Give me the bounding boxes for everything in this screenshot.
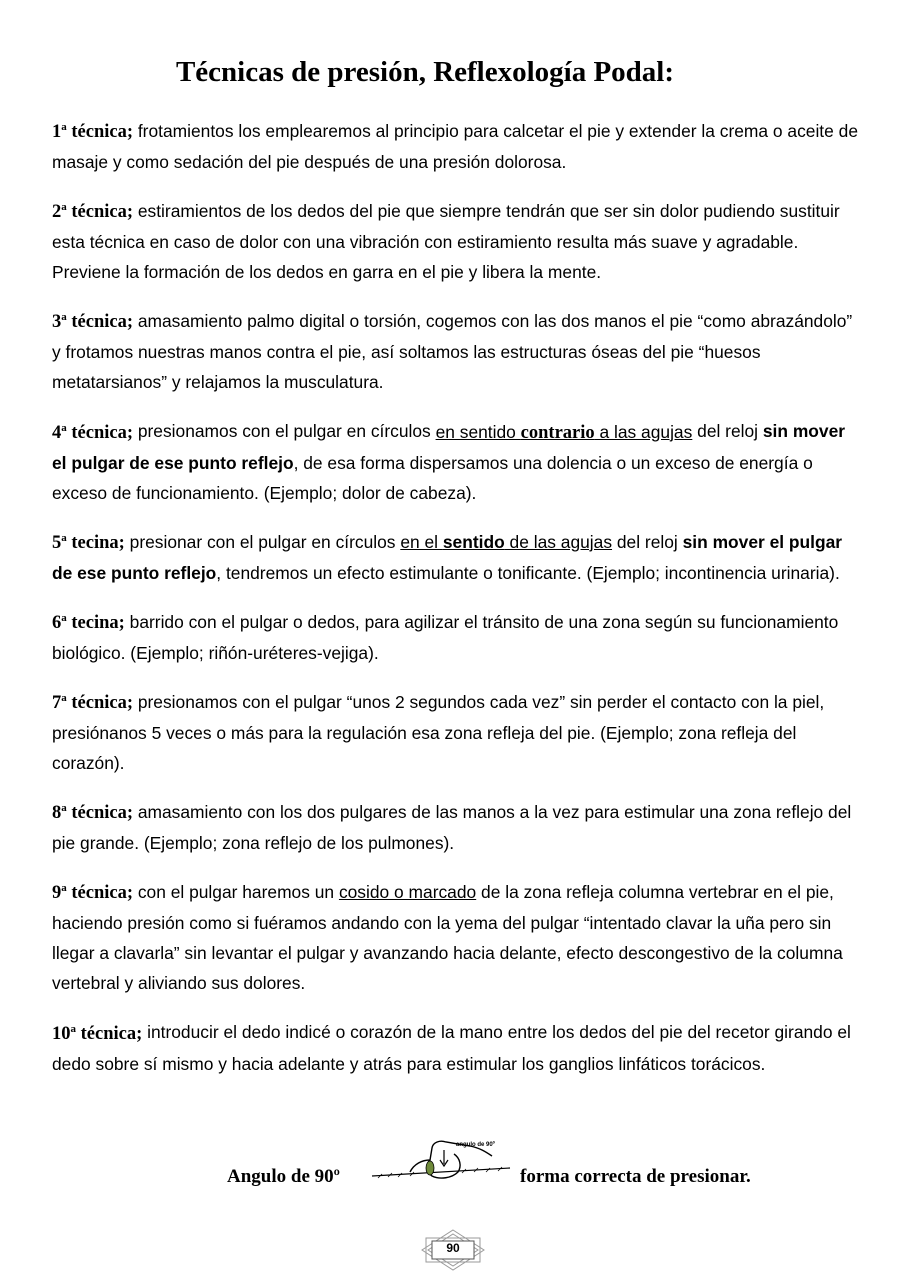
diagram-label: angulo de 90º: [456, 1142, 495, 1148]
technique-paragraph-7: [52, 683, 858, 778]
technique-heading: 6$^a$ tecina;: [52, 611, 125, 633]
technique-paragraph-9: 9$^a$ técnica; con el pulgar haremos un cosido o marcado de la zona refleja columna vertebrar en el pie, haciendo presión como si fuéramos andando con la yema del pulgar “intentado clavar la uña pero sin llegar a clavarla” sin levantar el pulgar y avanzando hacia delante, efecto descongestivo de la columna vertebral y aliviando sus dolores.: [52, 882, 843, 994]
underlined-text: en sentido contrario a las agujas: [435, 421, 693, 443]
technique-paragraph-8: [52, 793, 858, 858]
technique-heading: 1$^a$ técnica;: [52, 121, 134, 143]
technique-paragraph-3: [52, 302, 858, 397]
technique-text: amasamiento palmo digital o torsión, cogemos con las dos manos el pie “como abrazándolo” y frotamos nuestras manos contra el pie, así soltamos las estructuras óseas del pie “huesos metatarsianos” y relajamos la musculatura.: [52, 311, 853, 393]
technique-heading: 2$^a$ técnica;: [52, 201, 134, 223]
technique-text: frotamientos los emplearemos al principio para calcetar el pie y extender la crema o aceite de masaje y como sedación del pie después de una presión dolorosa.: [52, 121, 858, 173]
technique-text: introducir el dedo indicé o corazón de la mano entre los dedos del pie del recetor girando el dedo sobre sí mismo y hacia adelante y atrás para estimular los ganglios linfáticos torácicos.: [52, 1022, 851, 1074]
technique-paragraph-6: [52, 603, 858, 668]
technique-text: estiramientos de los dedos del pie que siempre tendrán que ser sin dolor pudiendo sustituir esta técnica en caso de dolor con una vibración con estiramiento resulta más suave y agradable. Previene la formación de los dedos en garra en el pie y libera la mente.: [52, 201, 840, 283]
figure-caption-right: forma correcta de presionar.: [520, 1166, 751, 1187]
technique-text: presionamos con el pulgar “unos 2 segundos cada vez” sin perder el contacto con la piel, presiónanos 5 veces o más para la regulación esa zona refleja del pie. (Ejemplo; zona refleja del corazón).: [52, 692, 825, 774]
technique-text: barrido con el pulgar o dedos, para agilizar el tránsito de una zona según su funcionamiento biológico. (Ejemplo; riñón-uréteres-vejiga).: [52, 611, 839, 663]
figure-row: [0, 1132, 906, 1192]
technique-heading: 3$^a$ técnica;: [52, 311, 134, 333]
technique-paragraph-2: [52, 192, 858, 287]
bold-text: sin mover el pulgar de ese punto reflejo: [52, 531, 843, 583]
technique-paragraph-10: [52, 1013, 858, 1078]
page-number: 90: [446, 1241, 460, 1255]
technique-heading: 4$^a$ técnica;: [52, 421, 134, 443]
technique-heading: 10$^a$ técnica;: [52, 1022, 143, 1044]
bold-text: sin mover el pulgar de ese punto reflejo: [52, 421, 846, 473]
technique-list: [52, 112, 858, 1094]
technique-heading: 8$^a$ técnica;: [52, 802, 134, 824]
technique-heading: 5$^a$ tecina;: [52, 531, 125, 553]
technique-paragraph-4: 4$^a$ técnica; presionamos con el pulgar en círculos en sentido contrario a las agujas del reloj sin mover el pulgar de ese punto reflejo, de esa forma dispersamos una dolencia o un exceso de energía o exceso de funcionamiento. (Ejemplo; dolor de cabeza).: [52, 421, 846, 503]
underlined-text: en el sentido de las agujas: [400, 531, 613, 552]
technique-heading: 7$^a$ técnica;: [52, 691, 134, 714]
thumb-pressure-diagram-icon: [370, 1134, 512, 1192]
technique-text: presionamos con el pulgar en círculos: [133, 421, 436, 442]
technique-paragraph-5: 5$^a$ tecina; presionar con el pulgar en círculos en el sentido de las agujas del reloj sin mover el pulgar de ese punto reflejo, tendremos un efecto estimulante o tonificante. (Ejemplo; incontinencia urinaria).: [52, 531, 843, 583]
technique-text: con el pulgar haremos un: [133, 882, 339, 903]
underlined-text: cosido o marcado: [338, 882, 477, 903]
technique-paragraph-1: [52, 112, 858, 177]
technique-text: presionar con el pulgar en círculos: [124, 531, 401, 552]
technique-text: amasamiento con los dos pulgares de las manos a la vez para estimular una zona reflejo del pie grande. (Ejemplo; zona reflejo de los pulmones).: [52, 802, 852, 854]
technique-heading: 9$^a$ técnica;: [52, 882, 134, 904]
figure-caption-left: Angulo de 90º: [227, 1166, 340, 1187]
page-number-badge: [420, 1228, 486, 1272]
page-title: Técnicas de presión, Reflexología Podal:: [175, 56, 675, 88]
